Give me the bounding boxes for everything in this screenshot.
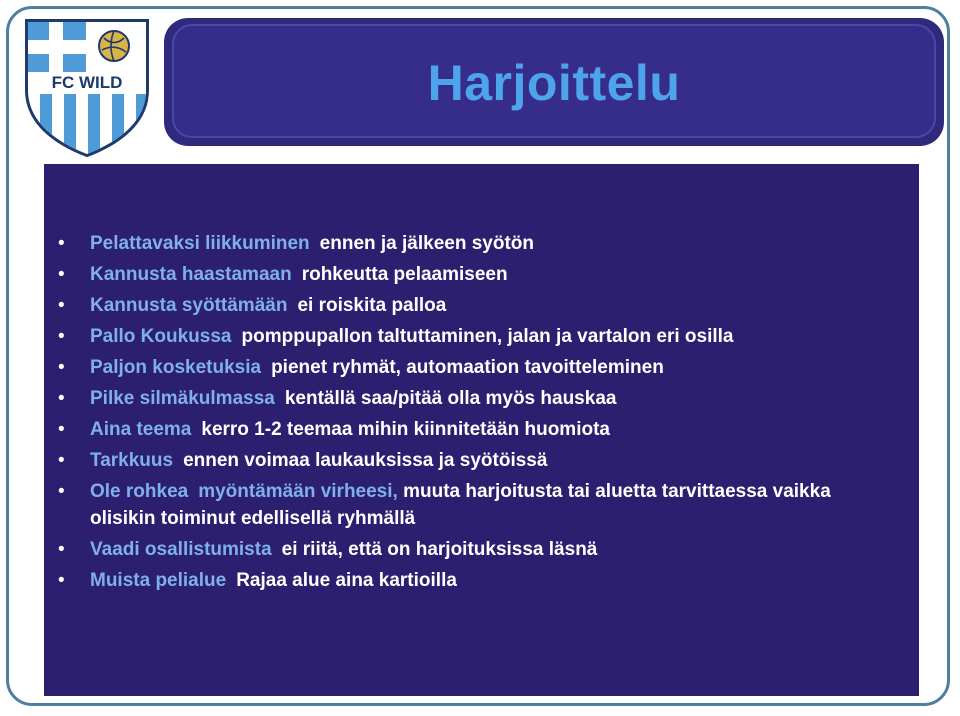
item-keyword: Pilke silmäkulmassa [90,388,275,409]
bullet-list [54,230,874,598]
bullet-icon: • [58,539,65,560]
bullet-icon: • [58,233,65,254]
list-item [54,385,874,412]
list-item [54,354,874,381]
list-item [54,230,874,257]
item-text: pomppupallon taltuttaminen, jalan ja vartalon eri osilla [241,326,734,347]
content-panel [44,164,919,696]
item-text: rohkeutta pelaamiseen [301,264,508,285]
item-text: kerro 1-2 teemaa mihin kiinnitetään huomiota [201,419,610,440]
item-text: kentällä saa/pitää olla myös hauskaa [284,388,617,409]
title-banner [164,18,944,146]
list-item [54,447,874,474]
list-item [54,536,874,563]
item-text: ei roiskita palloa [297,295,447,316]
bullet-icon: • [58,326,65,347]
bullet-icon: • [58,388,65,409]
item-text: ei riitä, että on harjoituksissa läsnä [281,539,598,560]
list-item [54,261,874,288]
item-keyword: Vaadi osallistumista [90,539,272,560]
item-keyword: Pallo Koukussa [90,326,232,347]
bullet-icon: • [58,357,65,378]
football-icon [99,31,129,61]
item-keyword: Aina teema [90,419,192,440]
list-item [54,478,874,532]
item-keyword: Pelattavaksi liikkuminen [90,233,310,254]
list-item [54,323,874,350]
item-keyword-2: myöntämään virheesi, [198,481,398,502]
bullet-icon: • [58,450,65,471]
item-text: muuta harjoitusta tai aluetta tarvittaessa vaikka olisikin toiminut edellisellä ryhmällä [90,481,831,529]
item-keyword: Kannusta syöttämään [90,295,288,316]
list-item [54,292,874,319]
item-keyword: Paljon kosketuksia [90,357,262,378]
item-keyword: Muista pelialue [90,570,227,591]
list-item [54,416,874,443]
title-banner-inner [172,24,936,138]
item-keyword: Ole rohkea [90,481,189,502]
bullet-icon: • [58,264,65,285]
list-item [54,567,874,594]
item-text: Rajaa alue aina kartioilla [236,570,457,591]
bullet-icon: • [58,570,65,591]
item-text: ennen ja jälkeen syötön [319,233,535,254]
item-text: ennen voimaa laukauksissa ja syötöissä [183,450,548,471]
page-title: Harjoittelu [427,55,681,111]
bullet-icon: • [58,481,65,502]
item-keyword: Kannusta haastamaan [90,264,292,285]
crest-text: FC WILD [51,73,123,92]
item-text: pienet ryhmät, automaation tavoitteleminen [271,357,664,378]
fc-wild-crest-logo [18,12,156,158]
bullet-icon: • [58,295,65,316]
bullet-icon: • [58,419,65,440]
item-keyword: Tarkkuus [90,450,174,471]
